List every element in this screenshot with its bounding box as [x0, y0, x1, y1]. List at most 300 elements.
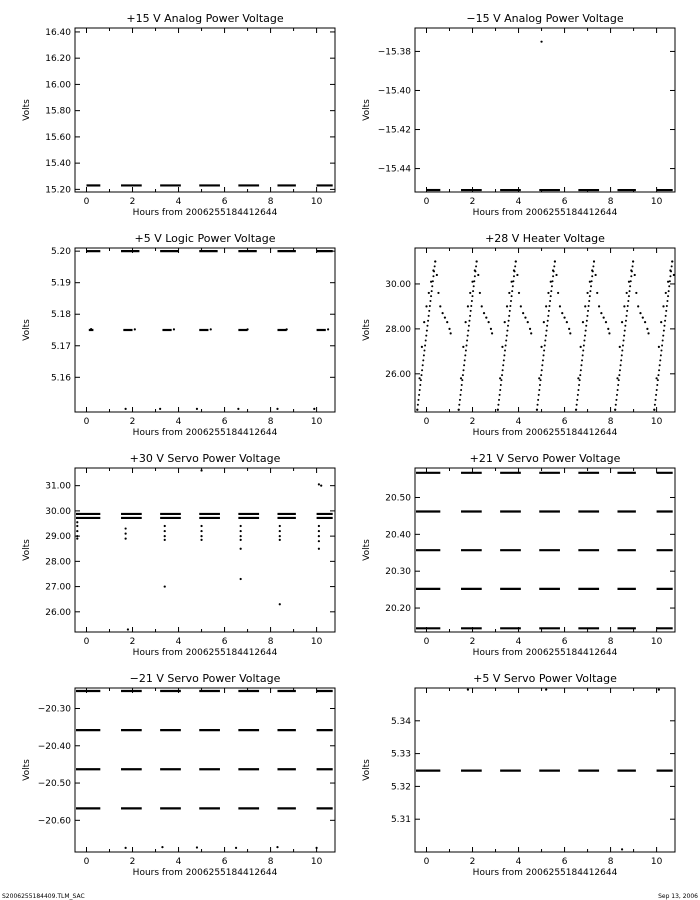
data-point — [665, 315, 667, 317]
x-tick-label: 4 — [515, 637, 522, 647]
x-tick-label: 6 — [221, 417, 228, 427]
data-point — [626, 315, 628, 317]
data-point — [76, 538, 78, 540]
data-point — [279, 530, 281, 532]
data-point — [537, 404, 539, 406]
data-point — [164, 530, 166, 532]
data-point — [426, 325, 428, 327]
data-point — [159, 408, 161, 410]
data-point — [566, 321, 568, 323]
data-point — [547, 292, 549, 294]
data-point — [524, 317, 526, 319]
data-point — [237, 408, 239, 410]
data-point — [437, 292, 439, 294]
y-tick-label: −20.30 — [37, 704, 71, 715]
data-point — [527, 321, 529, 323]
y-tick-label: 15.40 — [45, 159, 71, 170]
y-tick-label: 20.50 — [385, 493, 411, 504]
x-tick-label: 8 — [607, 637, 614, 647]
data-point — [593, 260, 595, 262]
x-tick-label: 0 — [423, 637, 430, 647]
x-axis-label: Hours from 2006255184412644 — [132, 208, 278, 218]
data-point — [432, 275, 434, 277]
data-point — [459, 399, 461, 401]
data-point — [577, 394, 579, 396]
data-point — [430, 295, 432, 297]
y-tick-label: 30.00 — [45, 506, 71, 517]
plot-frame — [415, 28, 675, 192]
data-point — [125, 408, 127, 410]
data-point — [579, 379, 581, 381]
chart-title: +28 V Heater Voltage — [485, 232, 605, 245]
x-tick-label: 0 — [83, 197, 90, 207]
data-point — [515, 260, 517, 262]
data-point — [422, 364, 424, 366]
chart-panel — [362, 452, 675, 658]
data-point — [442, 312, 444, 314]
data-point — [538, 394, 540, 396]
x-tick-label: 6 — [221, 637, 228, 647]
data-point — [547, 320, 549, 322]
data-point — [423, 354, 425, 356]
data-point — [458, 409, 460, 411]
data-point — [544, 340, 546, 342]
data-point — [279, 539, 281, 541]
data-point — [417, 399, 419, 401]
x-tick-label: 6 — [561, 637, 568, 647]
y-tick-label: 5.33 — [390, 749, 411, 760]
x-tick-label: 2 — [469, 197, 476, 207]
data-point — [653, 409, 655, 411]
data-point — [569, 332, 571, 334]
data-point — [588, 300, 590, 302]
data-point — [318, 535, 320, 537]
data-point — [286, 328, 288, 330]
data-point — [632, 265, 634, 267]
data-point — [463, 369, 465, 371]
data-point — [470, 310, 472, 312]
data-point — [587, 310, 589, 312]
data-point — [550, 295, 552, 297]
data-point — [589, 281, 591, 283]
data-point — [551, 285, 553, 287]
x-tick-label: 2 — [129, 637, 136, 647]
data-point — [427, 320, 429, 322]
footer-filename: S2006255184409.TLM_SAC — [2, 893, 85, 900]
plot-frame — [415, 248, 675, 412]
data-point — [421, 346, 423, 348]
data-point — [476, 260, 478, 262]
data-point — [500, 379, 502, 381]
data-point — [471, 300, 473, 302]
data-point — [540, 346, 542, 348]
data-point — [458, 404, 460, 406]
data-point — [196, 408, 198, 410]
data-point — [614, 409, 616, 411]
data-point — [658, 346, 660, 348]
data-point — [627, 300, 629, 302]
data-point — [617, 389, 619, 391]
x-tick-label: 10 — [650, 197, 663, 207]
data-point — [76, 530, 78, 532]
data-point — [279, 603, 281, 605]
data-point — [621, 848, 623, 850]
data-point — [659, 359, 661, 361]
data-point — [670, 270, 672, 272]
data-point — [625, 320, 627, 322]
data-point — [467, 689, 469, 691]
data-point — [240, 530, 242, 532]
data-point — [629, 290, 631, 292]
data-point — [563, 317, 565, 319]
data-point — [425, 335, 427, 337]
data-point — [200, 530, 202, 532]
data-point — [657, 374, 659, 376]
x-tick-label: 4 — [175, 857, 182, 867]
y-tick-label: 5.16 — [50, 373, 71, 384]
chart-panel — [22, 12, 335, 218]
chart-title: +30 V Servo Power Voltage — [129, 452, 281, 465]
x-tick-label: 6 — [221, 197, 228, 207]
data-point — [627, 305, 629, 307]
data-point — [76, 535, 78, 537]
data-point — [546, 330, 548, 332]
data-point — [644, 321, 646, 323]
y-axis-label: Volts — [362, 319, 372, 341]
data-point — [161, 846, 163, 848]
y-tick-label: −20.60 — [37, 816, 71, 827]
data-point — [668, 290, 670, 292]
data-point — [559, 305, 561, 307]
data-point — [583, 340, 585, 342]
data-point — [623, 335, 625, 337]
chart-title: −15 V Analog Power Voltage — [466, 12, 624, 25]
x-axis-label: Hours from 2006255184412644 — [132, 428, 278, 438]
data-point — [585, 325, 587, 327]
data-point — [655, 377, 657, 379]
data-point — [477, 274, 479, 276]
data-point — [664, 320, 666, 322]
data-point — [474, 270, 476, 272]
data-point — [164, 535, 166, 537]
data-point — [313, 408, 315, 410]
data-point — [424, 345, 426, 347]
x-axis-label: Hours from 2006255184412644 — [132, 868, 278, 878]
data-point — [576, 399, 578, 401]
data-point — [657, 379, 659, 381]
data-point — [417, 404, 419, 406]
y-tick-label: 31.00 — [45, 481, 71, 492]
data-point — [499, 394, 501, 396]
data-point — [626, 292, 628, 294]
data-point — [620, 359, 622, 361]
data-point — [418, 394, 420, 396]
x-axis-label: Hours from 2006255184412644 — [472, 648, 618, 658]
chart-panel — [362, 232, 675, 438]
data-point — [320, 485, 322, 487]
chart-title: +21 V Servo Power Voltage — [469, 452, 621, 465]
data-point — [529, 328, 531, 330]
data-point — [450, 332, 452, 334]
data-point — [434, 260, 436, 262]
x-tick-label: 2 — [129, 417, 136, 427]
data-point — [631, 270, 633, 272]
data-point — [512, 280, 514, 282]
data-point — [514, 270, 516, 272]
x-tick-label: 6 — [561, 857, 568, 867]
data-point — [460, 377, 462, 379]
data-point — [552, 280, 554, 282]
data-point — [491, 332, 493, 334]
data-point — [433, 270, 435, 272]
data-point — [279, 525, 281, 527]
data-point — [654, 399, 656, 401]
data-point — [632, 260, 634, 262]
y-tick-label: 5.19 — [50, 278, 71, 289]
data-point — [584, 335, 586, 337]
data-point — [461, 384, 463, 386]
data-point — [586, 292, 588, 294]
data-point — [481, 305, 483, 307]
y-tick-label: −15.38 — [377, 47, 411, 58]
data-point — [537, 399, 539, 401]
x-tick-label: 8 — [607, 417, 614, 427]
data-point — [210, 328, 212, 330]
data-point — [465, 321, 467, 323]
data-point — [419, 384, 421, 386]
data-point — [125, 538, 127, 540]
data-point — [246, 328, 248, 330]
y-tick-label: 5.31 — [390, 815, 411, 826]
data-point — [200, 539, 202, 541]
data-point — [668, 285, 670, 287]
data-point — [546, 325, 548, 327]
data-point — [501, 346, 503, 348]
y-tick-label: 20.40 — [385, 530, 411, 541]
x-tick-label: 8 — [607, 197, 614, 207]
chart-title: −21 V Servo Power Voltage — [129, 672, 281, 685]
data-point — [504, 321, 506, 323]
data-point — [662, 335, 664, 337]
data-point — [465, 349, 467, 351]
data-point — [603, 317, 605, 319]
data-point — [240, 539, 242, 541]
data-point — [666, 300, 668, 302]
data-point — [580, 369, 582, 371]
data-point — [240, 578, 242, 580]
data-point — [582, 321, 584, 323]
data-point — [470, 305, 472, 307]
data-point — [660, 321, 662, 323]
data-point — [667, 281, 669, 283]
data-point — [467, 305, 469, 307]
data-point — [516, 274, 518, 276]
data-point — [545, 335, 547, 337]
data-point — [622, 345, 624, 347]
data-point — [629, 285, 631, 287]
data-point — [471, 281, 473, 283]
data-point — [460, 394, 462, 396]
data-point — [660, 354, 662, 356]
chart-title: +5 V Logic Power Voltage — [134, 232, 276, 245]
data-point — [468, 320, 470, 322]
data-point — [656, 384, 658, 386]
data-point — [665, 310, 667, 312]
data-point — [590, 285, 592, 287]
data-point — [505, 340, 507, 342]
data-point — [582, 349, 584, 351]
data-point — [240, 535, 242, 537]
data-point — [548, 310, 550, 312]
data-point — [318, 548, 320, 550]
data-point — [619, 346, 621, 348]
data-point — [488, 321, 490, 323]
data-point — [485, 317, 487, 319]
data-point — [90, 328, 92, 330]
data-point — [663, 325, 665, 327]
data-point — [553, 270, 555, 272]
data-point — [466, 340, 468, 342]
data-point — [436, 274, 438, 276]
data-point — [623, 305, 625, 307]
data-point — [578, 384, 580, 386]
data-point — [164, 525, 166, 527]
y-tick-label: −20.40 — [37, 741, 71, 752]
data-point — [592, 265, 594, 267]
data-point — [429, 305, 431, 307]
data-point — [439, 305, 441, 307]
data-point — [654, 404, 656, 406]
x-tick-label: 8 — [267, 637, 274, 647]
data-point — [173, 328, 175, 330]
data-point — [575, 409, 577, 411]
data-point — [508, 292, 510, 294]
data-point — [503, 359, 505, 361]
data-point — [547, 315, 549, 317]
data-point — [579, 374, 581, 376]
data-point — [543, 354, 545, 356]
data-point — [618, 379, 620, 381]
data-point — [502, 364, 504, 366]
footer-date: Sep 13, 2006 — [658, 893, 698, 900]
x-tick-label: 0 — [423, 197, 430, 207]
data-point — [671, 260, 673, 262]
data-point — [475, 265, 477, 267]
data-point — [642, 317, 644, 319]
x-tick-label: 8 — [267, 197, 274, 207]
data-point — [76, 525, 78, 527]
data-point — [511, 290, 513, 292]
data-point — [591, 275, 593, 277]
x-axis-label: Hours from 2006255184412644 — [472, 428, 618, 438]
data-point — [628, 281, 630, 283]
data-point — [589, 290, 591, 292]
y-tick-label: 29.00 — [45, 532, 71, 543]
data-point — [490, 328, 492, 330]
data-point — [554, 260, 556, 262]
data-point — [200, 469, 202, 471]
data-point — [125, 847, 127, 849]
y-tick-label: 5.32 — [390, 782, 411, 793]
data-point — [473, 280, 475, 282]
data-point — [509, 305, 511, 307]
data-point — [164, 585, 166, 587]
y-tick-label: 28.00 — [45, 557, 71, 568]
data-point — [460, 389, 462, 391]
data-point — [469, 315, 471, 317]
data-point — [666, 305, 668, 307]
data-point — [463, 364, 465, 366]
data-point — [582, 354, 584, 356]
data-point — [502, 369, 504, 371]
data-point — [637, 305, 639, 307]
x-tick-label: 4 — [175, 417, 182, 427]
data-point — [580, 346, 582, 348]
data-point — [673, 274, 675, 276]
data-point — [581, 359, 583, 361]
data-point — [660, 349, 662, 351]
data-point — [497, 404, 499, 406]
x-tick-label: 10 — [310, 417, 323, 427]
data-point — [462, 346, 464, 348]
data-point — [658, 369, 660, 371]
data-point — [125, 527, 127, 529]
data-point — [583, 345, 585, 347]
data-point — [127, 628, 129, 630]
data-point — [540, 374, 542, 376]
data-point — [483, 312, 485, 314]
data-point — [518, 292, 520, 294]
chart-panel — [362, 672, 675, 878]
data-point — [506, 305, 508, 307]
data-point — [469, 292, 471, 294]
data-point — [616, 394, 618, 396]
x-tick-label: 10 — [310, 637, 323, 647]
x-tick-label: 10 — [650, 417, 663, 427]
data-point — [505, 345, 507, 347]
plot-frame — [75, 468, 335, 632]
data-point — [608, 332, 610, 334]
data-point — [543, 321, 545, 323]
data-point — [461, 379, 463, 381]
x-tick-label: 2 — [129, 197, 136, 207]
data-point — [318, 483, 320, 485]
data-point — [235, 847, 237, 849]
plot-frame — [75, 28, 335, 192]
data-point — [423, 349, 425, 351]
data-point — [468, 325, 470, 327]
data-point — [598, 305, 600, 307]
data-point — [423, 321, 425, 323]
data-point — [465, 345, 467, 347]
y-tick-label: −15.40 — [377, 86, 411, 97]
data-point — [620, 364, 622, 366]
y-tick-label: 30.00 — [385, 279, 411, 290]
data-point — [669, 280, 671, 282]
data-point — [200, 525, 202, 527]
data-point — [536, 409, 538, 411]
data-point — [662, 340, 664, 342]
chart-title: +5 V Servo Power Voltage — [473, 672, 617, 685]
data-point — [444, 317, 446, 319]
x-tick-label: 6 — [561, 197, 568, 207]
data-point — [592, 270, 594, 272]
y-axis-label: Volts — [362, 759, 372, 781]
data-point — [511, 295, 513, 297]
x-tick-label: 4 — [515, 197, 522, 207]
y-tick-label: −15.42 — [377, 125, 411, 136]
data-point — [473, 285, 475, 287]
